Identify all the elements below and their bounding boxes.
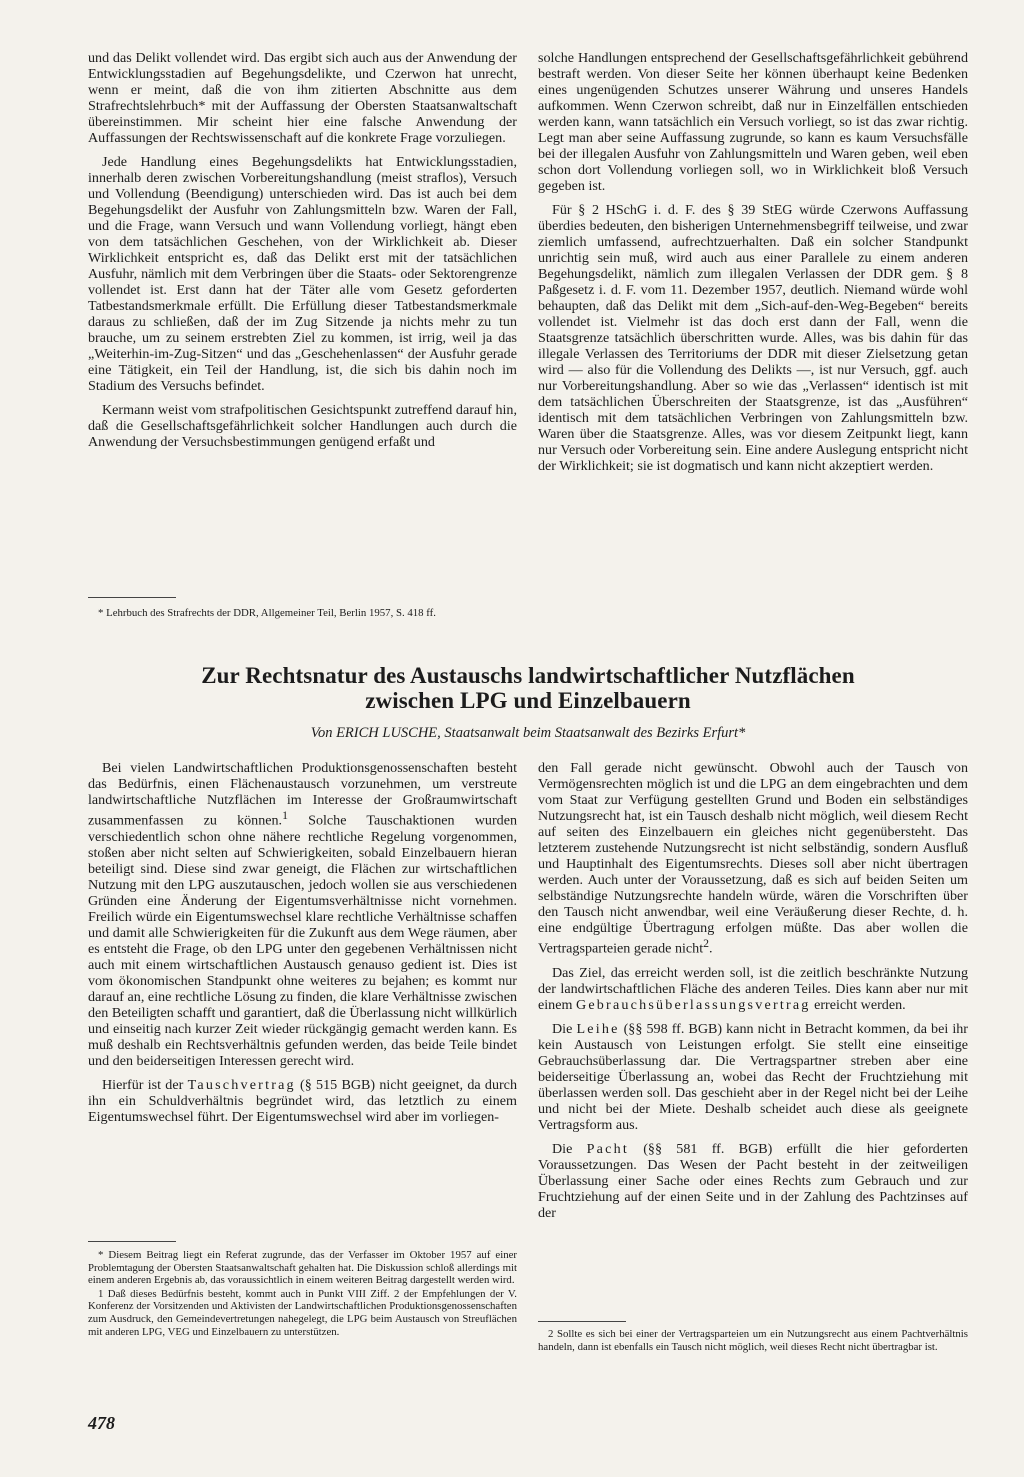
spaced-term: Gebrauchsüberlassungsvertrag [575,996,811,1013]
upper-left-column [88,50,517,458]
footnote-rule [88,1241,176,1242]
footnote-ref: 1 [282,809,288,822]
paragraph: und das Delikt vollendet wird. Das ergibt sich auch aus der Anwendung der Entwicklungsstadien auf Begehungsdelikte, und Czerwon hat unrecht, wenn er meint, daß die von ihm zitierten Abschnitte aus dem Strafrechtslehrbuch* mit der Auffassung der Obersten Staatsanwaltschaft übereinstimmen. Mir scheint hier eine falsche Anwendung der Auffassungen der Rechtswissenschaft auf die konkrete Frage vorzuliegen. [88,50,517,146]
text: erreicht werden. [810,996,906,1013]
text: (§ 515 BGB) nicht geeignet, da durch ihn ein Schuldverhältnis begründet wird, das letztlich zu einem Eigentumswechsel führt. Der Eigentumswechsel wird aber im vorliegen- [88,1076,517,1125]
article-title-line-1: Zur Rechtsnatur des Austauschs landwirtschaftlicher Nutzflächen [201,663,855,688]
text: Die [552,1140,587,1157]
lower-right-column [538,760,968,1229]
footnote [538,1328,968,1354]
spaced-term: Tauschvertrag [187,1076,296,1093]
spaced-term: Leihe [576,1020,620,1037]
text: (§§ 598 ff. BGB) kann nicht in Betracht kommen, da bei ihr kein Austausch von Leistungen erfolgt. Sie stellt eine einseitige Gebrauchsüberlassung dar. Die Vertragspartner streben aber eine beiderseitige Überlassung an, wobei das Recht der Fruchtziehung mit überlassen werden soll. Das geschieht aber in der Regel nicht bei der Leihe und nicht bei der Miete. Deshalb scheidet auch diese als geeignete Vertragsform aus. [538,1020,969,1133]
article-title-line-2: zwischen LPG und Einzelbauern [365,688,691,713]
footnote-text: 2 Sollte es sich bei einer der Vertragsparteien um ein Nutzungsrecht aus einem Pachtverhältnis handeln, dann ist ebenfalls ein Tausch nicht möglich, weil dieses Recht nicht übertragbar ist. [538,1328,968,1353]
footnotes [88,1249,517,1339]
text: Bei vielen Landwirtschaftlichen Produktionsgenossenschaften besteht das Bedürfnis, einen Flächenaustausch vorzunehmen, um verstreute landwirtschaftliche Nutzflächen im Interesse der Großraumwirtschaft zusammenfassen zu können. [88,760,517,829]
paragraph [538,760,968,957]
footnote-rule [88,597,176,598]
text: (§§ 581 ff. BGB) erfüllt die hier geforderten Voraussetzungen. Das Wesen der Pacht besteht in der zeitweiligen Überlassung einer Sache oder eines Rechts zum Gebrauch und zur Fruchtziehung auf der einen Seite und in der Zahlung des Pachtzinses auf der [538,1140,968,1221]
article-title [60,663,996,713]
text: . [709,940,713,957]
lower-left-column [88,760,517,1133]
footnote-text: * Diesem Beitrag liegt ein Referat zugrunde, das der Verfasser im Oktober 1957 auf einer Problemtagung der Obersten Staatsanwaltschaft gehalten hat. Die Diskussion schloß allerdings mit einem anderen Ergebnis ab, das voraussichtlich in einem weiteren Beitrag dargestellt werden wird. [88,1249,517,1287]
paragraph [538,965,968,1013]
footnote-ref: 2 [703,937,710,950]
upper-right-column [538,50,968,482]
paragraph [88,1077,517,1125]
paragraph: Kermann weist vom strafpolitischen Gesichtspunkt zutreffend darauf hin, daß die Gesellschaftsgefährlichkeit solcher Handlungen auch durch die Anwendung der Versuchsbestimmungen genügend erfaßt und [88,402,517,450]
paragraph [538,1021,968,1133]
text: Hierfür ist der [102,1076,188,1093]
spaced-term: Pacht [586,1140,629,1157]
article-byline: Von ERICH LUSCHE, Staatsanwalt beim Staatsanwalt des Bezirks Erfurt* [310,725,746,741]
text: den Fall gerade nicht gewünscht. Obwohl auch der Tausch von Vermögensrechten möglich ist und die LPG an dem eingebrachten und dem vom Staat zur Verfügung gestellten Grund und Boden ein selbständiges Nutzungsrecht hat, ist ein Tausch deshalb nicht möglich, weil diesem Recht auf seiten des Einzelbauern ein gleiches nicht gegenübersteht. Das letzterem zustehende Nutzungsrecht ist nicht selbständig, sondern Ausfluß und Hauptinhalt des Eigentumsrechts. Dieses soll aber nicht übertragen werden. Auch unter der Voraussetzung, daß es sich auf beiden Seiten um selbständige Nutzungsrechte handeln würde, wären die Vorschriften über den Tausch nicht anwendbar, weil eine Veräußerung dieser Rechte, d. h. eine endgültige Übertragung erfolgen müßte. Das aber wollen die Vertragsparteien gerade nicht [538,760,968,957]
text: Solche Tauschaktionen wurden verschiedentlich schon ohne nähere rechtliche Regelung vorgenommen, stoßen aber nicht selten auf Schwierigkeiten, sobald Einzelbauern hieran beteiligt sind. Diese sind zwar geneigt, die Flächen zur wirtschaftlichen Nutzung mit den LPG auszutauschen, jedoch wollen sie aus verschiedenen Gründen eine Änderung der Eigentumsverhältnisse nicht vornehmen. Freilich würde ein Eigentumswechsel klare rechtliche Verhältnisse schaffen und damit alle Schwierigkeiten für die Zukunft aus dem Wege räumen, aber es entsteht die Frage, ob den LPG unter den gegebenen Verhältnissen nicht auch mit einem wirtschaftlichen Austausch genauso gedient ist. Dies ist vom ökonomischen Standpunkt ohne weiteres zu bejahen; es kommt nur darauf an, eine rechtliche Lösung zu finden, die klare Verhältnisse zwischen den Beteiligten schafft und garantiert, daß die Überlassung nicht willkürlich und einseitig nach kurzer Zeit wieder rückgängig gemacht werden kann. Es muß deshalb ein Rechtsverhältnis gefunden werden, das beide Teile bindet und den beiderseitigen Interessen gerecht wird. [88,812,518,1069]
paragraph: Jede Handlung eines Begehungsdelikts hat Entwicklungsstadien, innerhalb deren zwischen Vorbereitungshandlung (meist straflos), Versuch und Vollendung (Beendigung) unterschieden wird. Das ist auch bei dem Begehungsdelikt der Ausfuhr von Zahlungsmitteln bzw. Waren der Fall, und die Frage, wann Versuch und wann Vollendung vorliegt, hängt eben von dem tatsächlichen Geschehen, von der Wirklichkeit ab. Dieser Wirklichkeit entspricht es, daß das Delikt erst mit der tatsächlichen Ausfuhr, nämlich mit dem Verbringen über die Staats- oder Sektorengrenze vollendet ist. Erst dann hat der Täter alle vom Gesetz geforderten Tatbestandsmerkmale erfüllt. Die Erfüllung dieser Tatbestandsmerkmale daraus zu schließen, daß der im Zug Sitzende ja nichts mehr zu tun brauche, um zu seinem erstrebten Ziel zu kommen, ist irrig, weil ja das „Weiterhin-im-Zug-Sitzen“ und das „Geschehenlassen“ der Ausfuhr gerade eine Tätigkeit, ein Teil der Handlung, ist, die sich bis dahin noch im Stadium des Versuchs befindet. [88,154,517,394]
paragraph [88,760,517,1069]
footnote-text: 1 Daß dieses Bedürfnis besteht, kommt auch in Punkt VIII Ziff. 2 der Empfehlungen der V. Konferenz der Vorsitzenden und Aktivisten der Landwirtschaftlichen Produktionsgenossenschaften zum Ausdruck, den Gemeindevertretungen nahegelegt, die LPG beim Austausch von Streuflächen mit anderen LPG, VEG und Einzelbauern zu unterstützen. [88,1287,517,1338]
paragraph: solche Handlungen entsprechend der Gesellschaftsgefährlichkeit gebührend bestraft werden. Von dieser Seite her können überhaupt keine Bedenken eines ungenügenden Schutzes unserer Währung und unseres Handels aufkommen. Wenn Czerwon schreibt, daß nur in Einzelfällen entschieden werden kann, wann tatsächlich ein Versuch vorliegt, so ist das zwar richtig. Legt man aber seine Auffassung zugrunde, so kann es kaum Versuchsfälle bei der illegalen Ausfuhr von Zahlungsmitteln und Waren geben, weil eben schon dort Vollendung vorliegen soll, wo in Wirklichkeit bloß Versuch gegeben ist. [538,50,968,194]
footnote [88,607,517,621]
text: Das Ziel, das erreicht werden soll, ist die zeitlich beschränkte Nutzung der landwirtschaftlichen Fläche des anderen Teiles. Dies kann aber nur mit einem [538,964,968,1013]
footnote-rule [538,1321,626,1322]
paragraph: Für § 2 HSchG i. d. F. des § 39 StEG würde Czerwons Auffassung überdies bedeuten, den bisherigen Unternehmensbegriff teilweise, und zwar ziemlich umfassend, aufrechtzuerhalten. Daß ein solcher Standpunkt unrichtig sein muß, wird auch aus einer Parallele zu einem anderen Begehungsdelikt, nämlich zum illegalen Verlassen der DDR gem. § 8 Paßgesetz i. d. F. vom 11. Dezember 1957, deutlich. Niemand würde wohl behaupten, daß das Delikt mit dem „Sich-auf-den-Weg-Begeben“ bereits vollendet ist. Vielmehr ist das doch erst dann der Fall, wenn die Staatsgrenze tatsächlich überschritten wurde. Alles, was bis dahin für das illegale Verlassen des Territoriums der DDR mit dieser Zielsetzung getan wird — also für die Vollendung des Delikts —, ist nur Versuch, ggf. auch nur Vorbereitungshandlung. Aber so wie das „Verlassen“ identisch ist mit dem tatsächlichen Überschreiten der Staatsgrenze, ist das „Ausführen“ identisch mit dem tatsächlichen Verbringen von Zahlungsmitteln bzw. Waren über die Staatsgrenze. Alles, was vor diesem Zeitpunkt liegt, kann nur Versuch oder Vorbereitung sein. Eine andere Auslegung entspricht nicht der Wirklichkeit; sie ist dogmatisch und kann nicht akzeptiert werden. [538,202,968,474]
footnote-text: * Lehrbuch des Strafrechts der DDR, Allgemeiner Teil, Berlin 1957, S. 418 ff. [98,607,436,619]
page-number: 478 [88,1413,115,1433]
text: Die [552,1020,577,1037]
paragraph [538,1141,968,1221]
